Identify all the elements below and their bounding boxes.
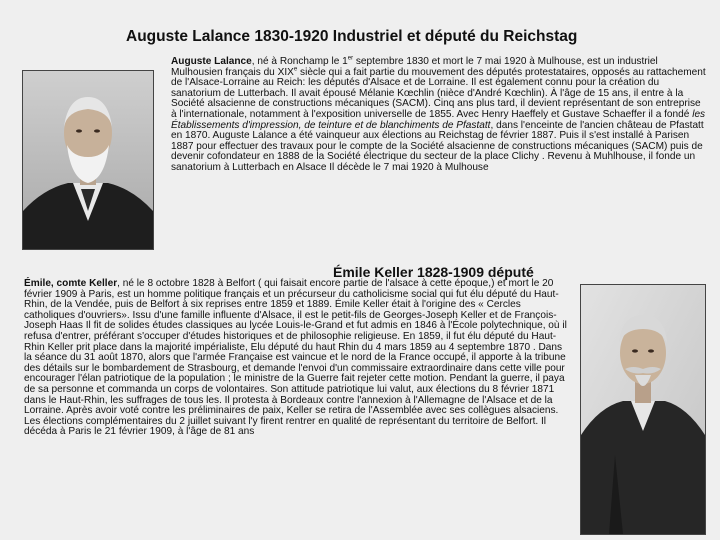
keller-heading: Émile Keller 1828-1909 député	[333, 264, 534, 280]
page-title: Auguste Lalance 1830-1920 Industriel et député du Reichstag	[126, 28, 578, 45]
portrait-auguste-lalance	[22, 70, 154, 250]
keller-name: Émile, comte Keller	[24, 278, 118, 289]
lalance-biography: Auguste Lalance, né à Ronchamp le 1er septembre 1830 et mort le 7 mai 1920 à Mulhouse, est un industriel Mulhousien français du XIXe siècle qui a fait partie du mouvement des députés protestataires, opposés au rattachement de l'Alsace-Lorraine au Reich: les députés d'Alsace et de Lorraine. Il est également connu pour la création du sanatorium de Lutterbach. Il avait épousé Mélanie Kœchlin (nièce d'André Kœchlin). À l'âge de 15 ans, il entre à la Société alsacienne de constructions mécaniques (SACM). Cinq ans plus tard, il devient représentant de son entreprise à l'internationale, notamment à l'exposition universelle de 1855. Avec Henry Haeffely et Gustave Schaeffer il a fondé les Établissements d'impression, de teinture et de blanchiments de Pfastatt, dans l'enceinte de l'ancien château de Pfastatt en 1870. Auguste Lalance a été vainqueur aux élections au Reichstag de février 1887. Puis il s'est installé à Parisen 1887 pour effectuer des travaux pour le compte de la Société alsacienne de constructions mécaniques (SACM) puis de devenir cofondateur en 1888 de la Société électrique du secteur de la place Clichy . Revenu à Muhlhouse, il fonde un sanatorium à Lutterbach en Alsace Il décède le 7 mai 1920 à Mulhouse	[171, 55, 706, 173]
portrait-emile-keller	[580, 284, 706, 535]
keller-biography: Émile, comte Keller, né le 8 octobre 1828 à Belfort ( qui faisait encore partie de l'alsace à cette époque,) et mort le 20 février 1909 à Paris, est un homme politique français et un précurseur du catholicisme social qui fut élu député du Haut-Rhin, de la Vendée, puis de Belfort à six reprises entre 1859 et 1889. Émile Keller était à l'origine des « Cercles catholiques d'ouvriers». Issu d'une famille influente d'Alsace, il est le petit-fils de Georges-Joseph Keller et de François-Joseph Haas Il fit de solides études classiques au lycée Louis-le-Grand et fut admis en 1846 à l'École polytechnique, où il refusa d'entrer, préférant s'occuper d'études historiques et de philosophie religieuse. En 1859, il fut élu député du Haut-Rhin Keller prit place dans la majorité impérialiste, Elu député du haut Rhin du 4 mars 1859 au 4 septembre 1870 . Dans la séance du 31 août 1870, alors que l'armée Française est vaincue et le nord de la France occupé, il apporte à la tribune des détails sur le bombardement de Strasbourg, et demande l'envoi d'un commissaire extraordinaire dans cette ville pour encourager l'élan patriotique de la population ; le ministre de la Guerre fait rejeter cette motion. Pendant la guerre, il paya de sa personne et commanda un corps de volontaires. Son attitude patriotique lui valut, aux élections du 8 février 1871 dans le Haut-Rhin, les suffrages de tous les. Il protesta à Bordeaux contre l'annexion à l'Allemagne de l'Alsace et de la Lorraine. Après avoir voté contre les préliminaires de paix, Keller se retira de l'Assemblée avec ses collègues alsaciens. Les élections complémentaires du 2 juillet suivant l'y firent rentrer en qualité de représentant du territoire de Belfort. Il décéda à Paris le 21 février 1909, à l'âge de 81 ans	[24, 278, 567, 438]
lalance-name: Auguste Lalance	[171, 56, 252, 67]
